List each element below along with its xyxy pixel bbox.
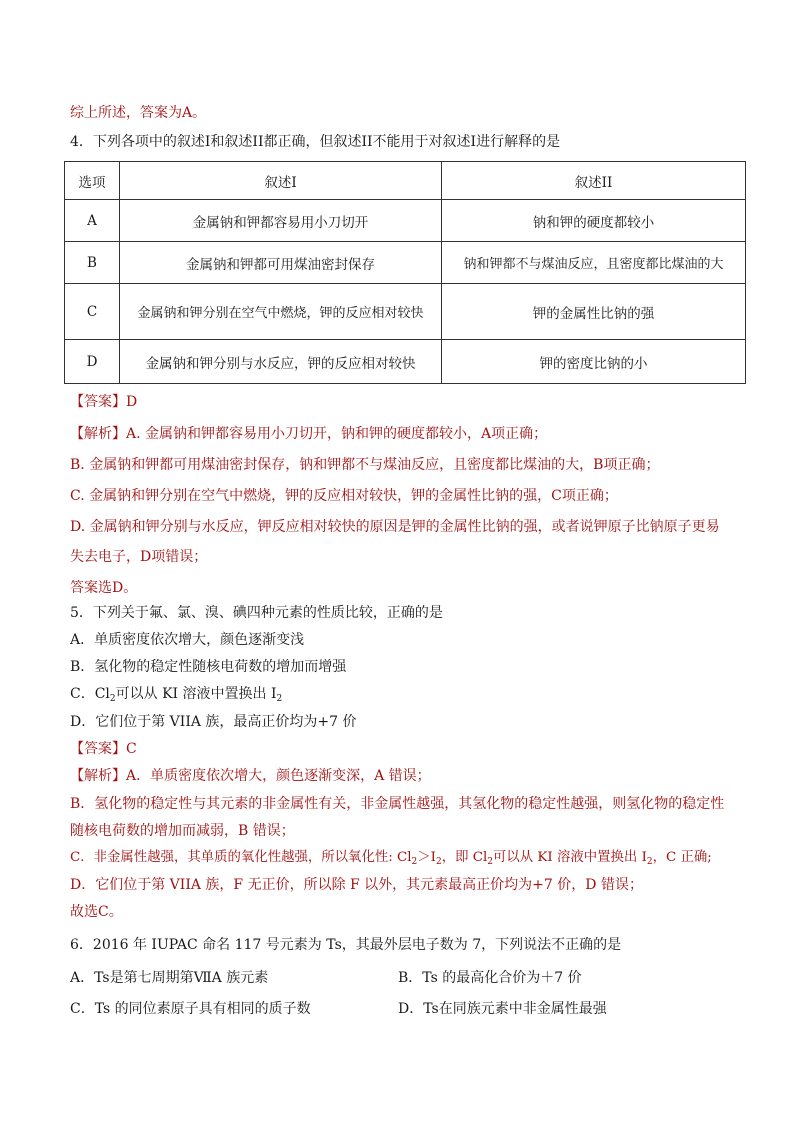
row-statement-1: 金属钠和钾分别在空气中燃烧，钾的反应相对较快 [120, 284, 442, 340]
subscript: 2 [487, 857, 493, 867]
question-5-analysis-b-cont: 随核电荷数的增加而减弱，B 错误； [70, 823, 295, 839]
question-4-analysis-d-cont: 失去电子，D项错误； [70, 549, 208, 565]
question-5-analysis-c [70, 848, 712, 872]
question-5-stem: 5．下列关于氟、氯、溴、碘四种元素的性质比较，正确的是 [70, 605, 443, 621]
header-option: 选项 [65, 162, 120, 200]
question-5-option-d: D．它们位于第 VIIA 族，最高正价均为+7 价 [70, 714, 357, 730]
table-row [65, 242, 746, 284]
analysis-text: A．单质密度依次增大，颜色逐渐变深，A 错误； [126, 768, 431, 784]
question-4-conclusion: 答案选D。 [70, 580, 138, 596]
question-4-analysis-a [70, 424, 547, 444]
question-4-analysis-d: D. 金属钠和钾分别与水反应，钾反应相对较快的原因是钾的金属性比钠的强，或者说钾原子比钠原子更易 [70, 519, 720, 535]
question-5-option-a: A．单质密度依次增大，颜色逐渐变浅 [70, 632, 305, 648]
row-statement-1: 金属钠和钾都容易用小刀切开 [120, 200, 442, 242]
subscript: 2 [276, 694, 283, 704]
subscript: 2 [646, 857, 653, 867]
row-statement-1: 金属钠和钾分别与水反应，钾的反应相对较快 [120, 340, 442, 384]
text: C．Cl [70, 686, 110, 702]
text: ＞I [417, 850, 436, 865]
question-4-stem: 4．下列各项中的叙述I和叙述II都正确，但叙述II不能用于对叙述I进行解释的是 [70, 134, 561, 150]
row-statement-2: 钠和钾的硬度都较小 [442, 200, 746, 242]
text: ，C 正确; [652, 850, 712, 865]
header-statement-2: 叙述II [442, 162, 746, 200]
question-6-option-a: A．Ts是第七周期第ⅦA 族元素 [70, 970, 269, 986]
row-option: A [65, 200, 120, 242]
header-statement-1: 叙述I [120, 162, 442, 200]
question-5-answer: 【答案】C [70, 741, 137, 757]
question-5-option-c [70, 684, 282, 709]
question-5-analysis-d: D．它们位于第 VIIA 族，F 无正价，所以除 F 以外，其元素最高正价均为+7 价，D 错误； [70, 877, 643, 893]
table-row [65, 284, 746, 340]
question-5-option-b: B．氢化物的稳定性随核电荷数的增加而增强 [70, 659, 347, 675]
row-statement-1: 金属钠和钾都可用煤油密封保存 [120, 242, 442, 284]
table-header-row [65, 162, 746, 200]
question-6-option-b: B．Ts 的最高化合价为＋7 价 [398, 970, 582, 986]
subscript: 2 [109, 694, 116, 704]
row-option: C [65, 284, 120, 340]
text: 可以从 KI 溶液中置换出 I [493, 850, 647, 865]
text: 可以从 KI 溶液中置换出 I [115, 686, 277, 702]
table-row [65, 340, 746, 384]
previous-conclusion: 综上所述，答案为A。 [70, 105, 207, 121]
text: C．非金属性越强，其单质的氧化性越强，所以氧化性: Cl [70, 850, 412, 865]
question-5-analysis-b: B．氢化物的稳定性与其元素的非金属性有关，非金属性越强，其氢化物的稳定性越强，则氢化物的稳定性 [70, 796, 725, 812]
analysis-label: 【解析】 [70, 426, 126, 442]
subscript: 2 [411, 857, 418, 867]
subscript: 2 [435, 857, 442, 867]
text: ，即 Cl [441, 850, 488, 865]
question-5-analysis-a [70, 766, 431, 786]
question-4-answer: 【答案】D [70, 394, 138, 410]
row-statement-2: 钾的金属性比钠的强 [442, 284, 746, 340]
row-option: B [65, 242, 120, 284]
analysis-label: 【解析】 [70, 768, 126, 784]
analysis-text: A. 金属钠和钾都容易用小刀切开，钠和钾的硬度都较小，A项正确； [126, 426, 548, 442]
table-row [65, 200, 746, 242]
row-statement-2: 钠和钾都不与煤油反应，且密度都比煤油的大 [442, 242, 746, 284]
row-statement-2: 钾的密度比钠的小 [442, 340, 746, 384]
question-4-table [64, 161, 746, 384]
row-option: D [65, 340, 120, 384]
question-6-option-d: D．Ts在同族元素中非金属性最强 [398, 1001, 607, 1017]
question-4-analysis-b: B. 金属钠和钾都可用煤油密封保存，钠和钾都不与煤油反应，且密度都比煤油的大，B项正确； [70, 457, 660, 473]
question-5-conclusion: 故选C。 [70, 904, 123, 920]
question-6-option-c: C．Ts 的同位素原子具有相同的质子数 [70, 1001, 311, 1017]
question-4-analysis-c: C. 金属钠和钾分别在空气中燃烧，钾的反应相对较快，钾的金属性比钠的强，C项正确； [70, 488, 618, 504]
question-6-stem: 6．2016 年 IUPAC 命名 117 号元素为 Ts，其最外层电子数为 7，下列说法不正确的是 [70, 937, 622, 953]
